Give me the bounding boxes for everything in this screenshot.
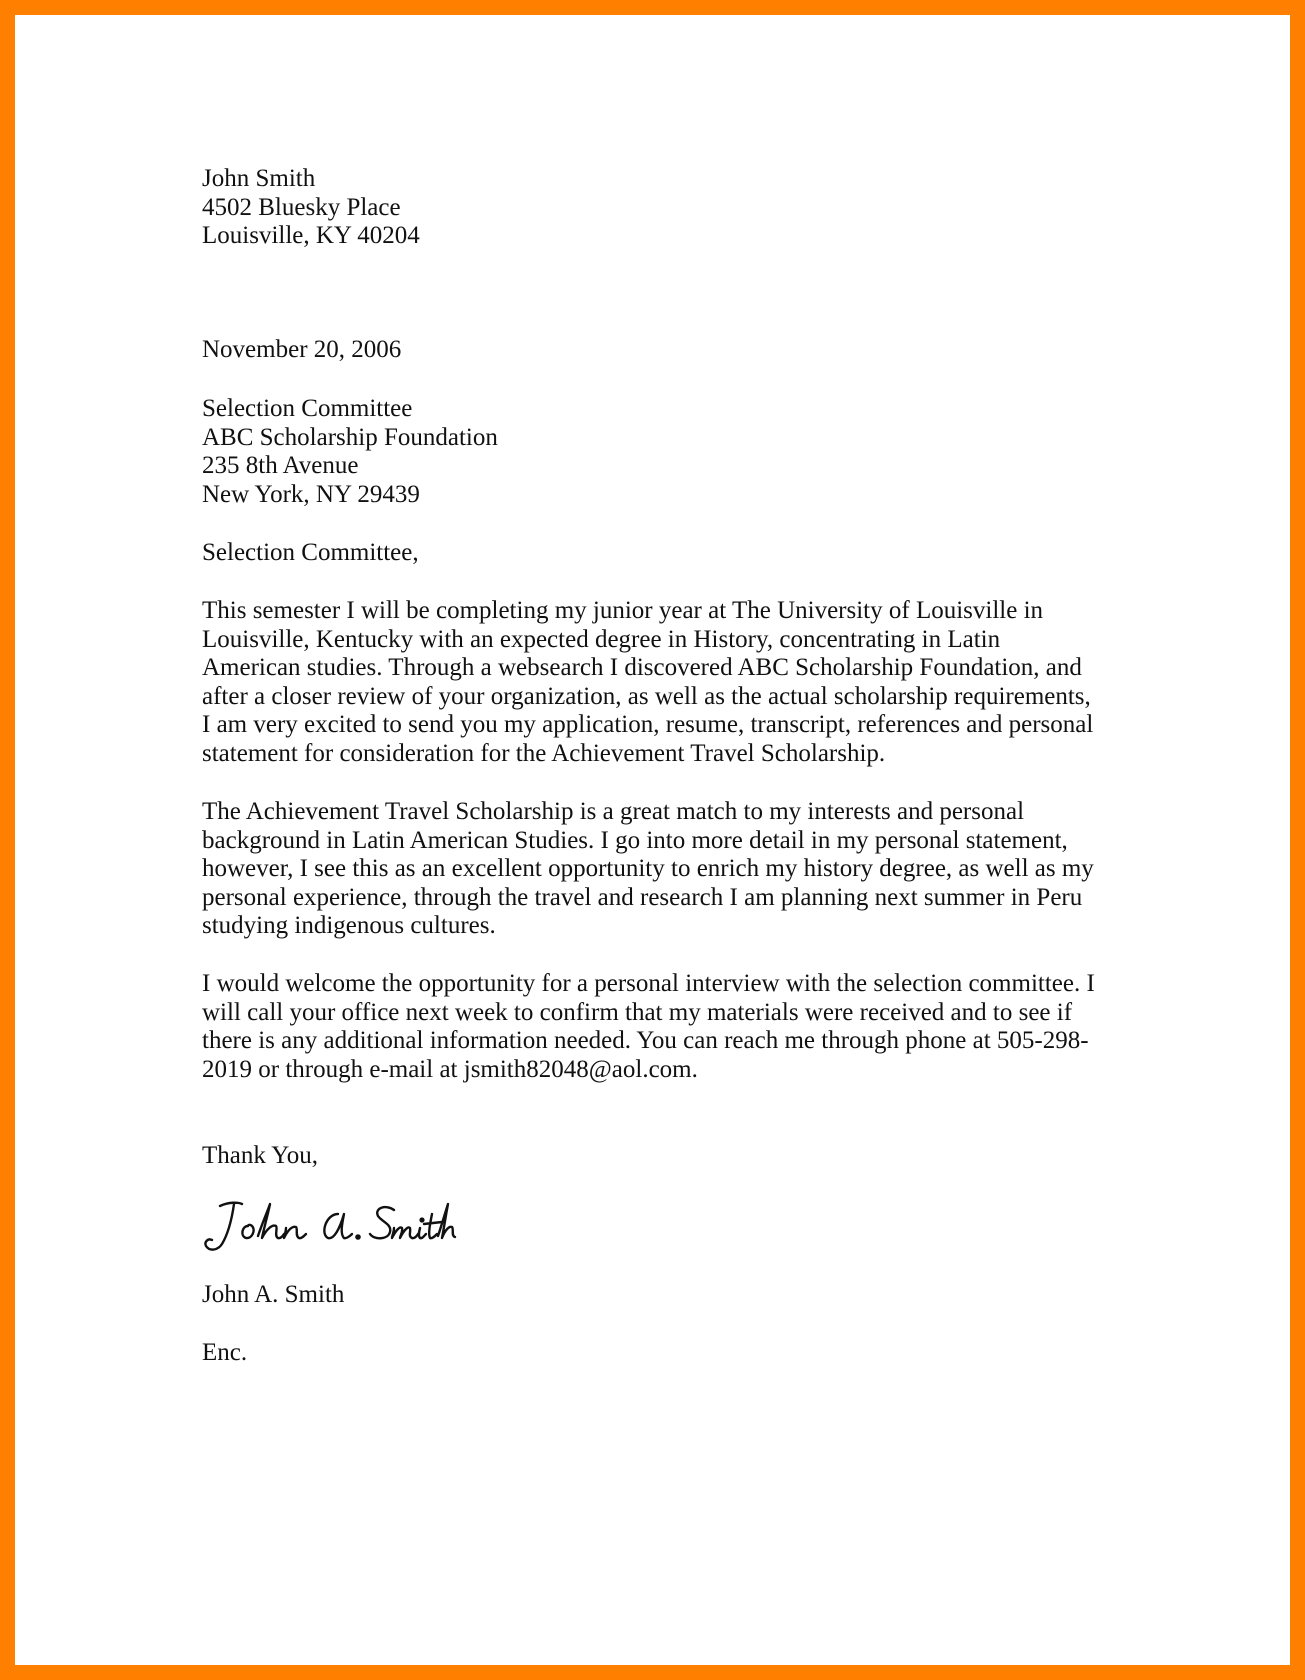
typed-name: John A. Smith — [202, 1281, 345, 1308]
recipient-line-4: New York, NY 29439 — [202, 480, 420, 508]
paragraph-line: This semester I will be completing my junior year at The University of Louisville in — [202, 597, 1044, 624]
body-paragraph-2 — [202, 798, 1102, 941]
paragraph-line: I would welcome the opportunity for a personal interview with the selection committee. I — [202, 970, 1095, 997]
date-text: November 20, 2006 — [202, 336, 402, 363]
paragraph-line: after a closer review of your organization, as well as the actual scholarship requirements, — [202, 682, 1091, 710]
paragraph-line: statement for consideration for the Achievement Travel Scholarship. — [202, 739, 886, 767]
handwritten-signature — [198, 1192, 458, 1262]
paragraph-line: I am very excited to send you my application, resume, transcript, references and personal — [202, 711, 1094, 739]
sender-city-state-zip: Louisville, KY 40204 — [202, 222, 420, 250]
recipient-address — [202, 395, 1102, 509]
paragraph-line: however, I see this as an excellent opportunity to enrich my history degree, as well as my — [202, 855, 1094, 883]
letter-date — [202, 336, 1102, 365]
recipient-line-3: 235 8th Avenue — [202, 452, 359, 480]
paragraph-line: background in Latin American Studies. I go into more detail in my personal statement, — [202, 826, 1068, 854]
enclosure-text: Enc. — [202, 1339, 248, 1366]
closing-text: Thank You, — [202, 1142, 318, 1169]
paragraph-line: American studies. Through a websearch I discovered ABC Scholarship Foundation, and — [202, 654, 1082, 682]
typed-signature — [202, 1281, 1102, 1310]
salutation — [202, 539, 1102, 568]
signature-drawing — [198, 1192, 458, 1262]
salutation-text: Selection Committee, — [202, 539, 419, 566]
paragraph-line: 2019 or through e-mail at jsmith82048@aol.com. — [202, 1055, 698, 1083]
paragraph-line: there is any additional information needed. You can reach me through phone at 505-298- — [202, 1027, 1089, 1055]
sender-name: John Smith — [202, 165, 316, 192]
recipient-line-1: Selection Committee — [202, 395, 413, 422]
body-paragraph-1 — [202, 597, 1102, 769]
sender-address — [202, 165, 1102, 251]
recipient-line-2: ABC Scholarship Foundation — [202, 423, 498, 451]
enclosure-notation — [202, 1339, 1102, 1368]
body-paragraph-3 — [202, 970, 1102, 1084]
paragraph-line: personal experience, through the travel and research I am planning next summer in Peru — [202, 883, 1083, 911]
paragraph-line: The Achievement Travel Scholarship is a great match to my interests and personal — [202, 798, 1025, 825]
closing — [202, 1142, 1102, 1171]
paragraph-line: Louisville, Kentucky with an expected degree in History, concentrating in Latin — [202, 625, 1001, 653]
paragraph-line: will call your office next week to confirm that my materials were received and to see if — [202, 998, 1073, 1026]
paragraph-line: studying indigenous cultures. — [202, 912, 496, 940]
sender-street: 4502 Bluesky Place — [202, 193, 401, 221]
